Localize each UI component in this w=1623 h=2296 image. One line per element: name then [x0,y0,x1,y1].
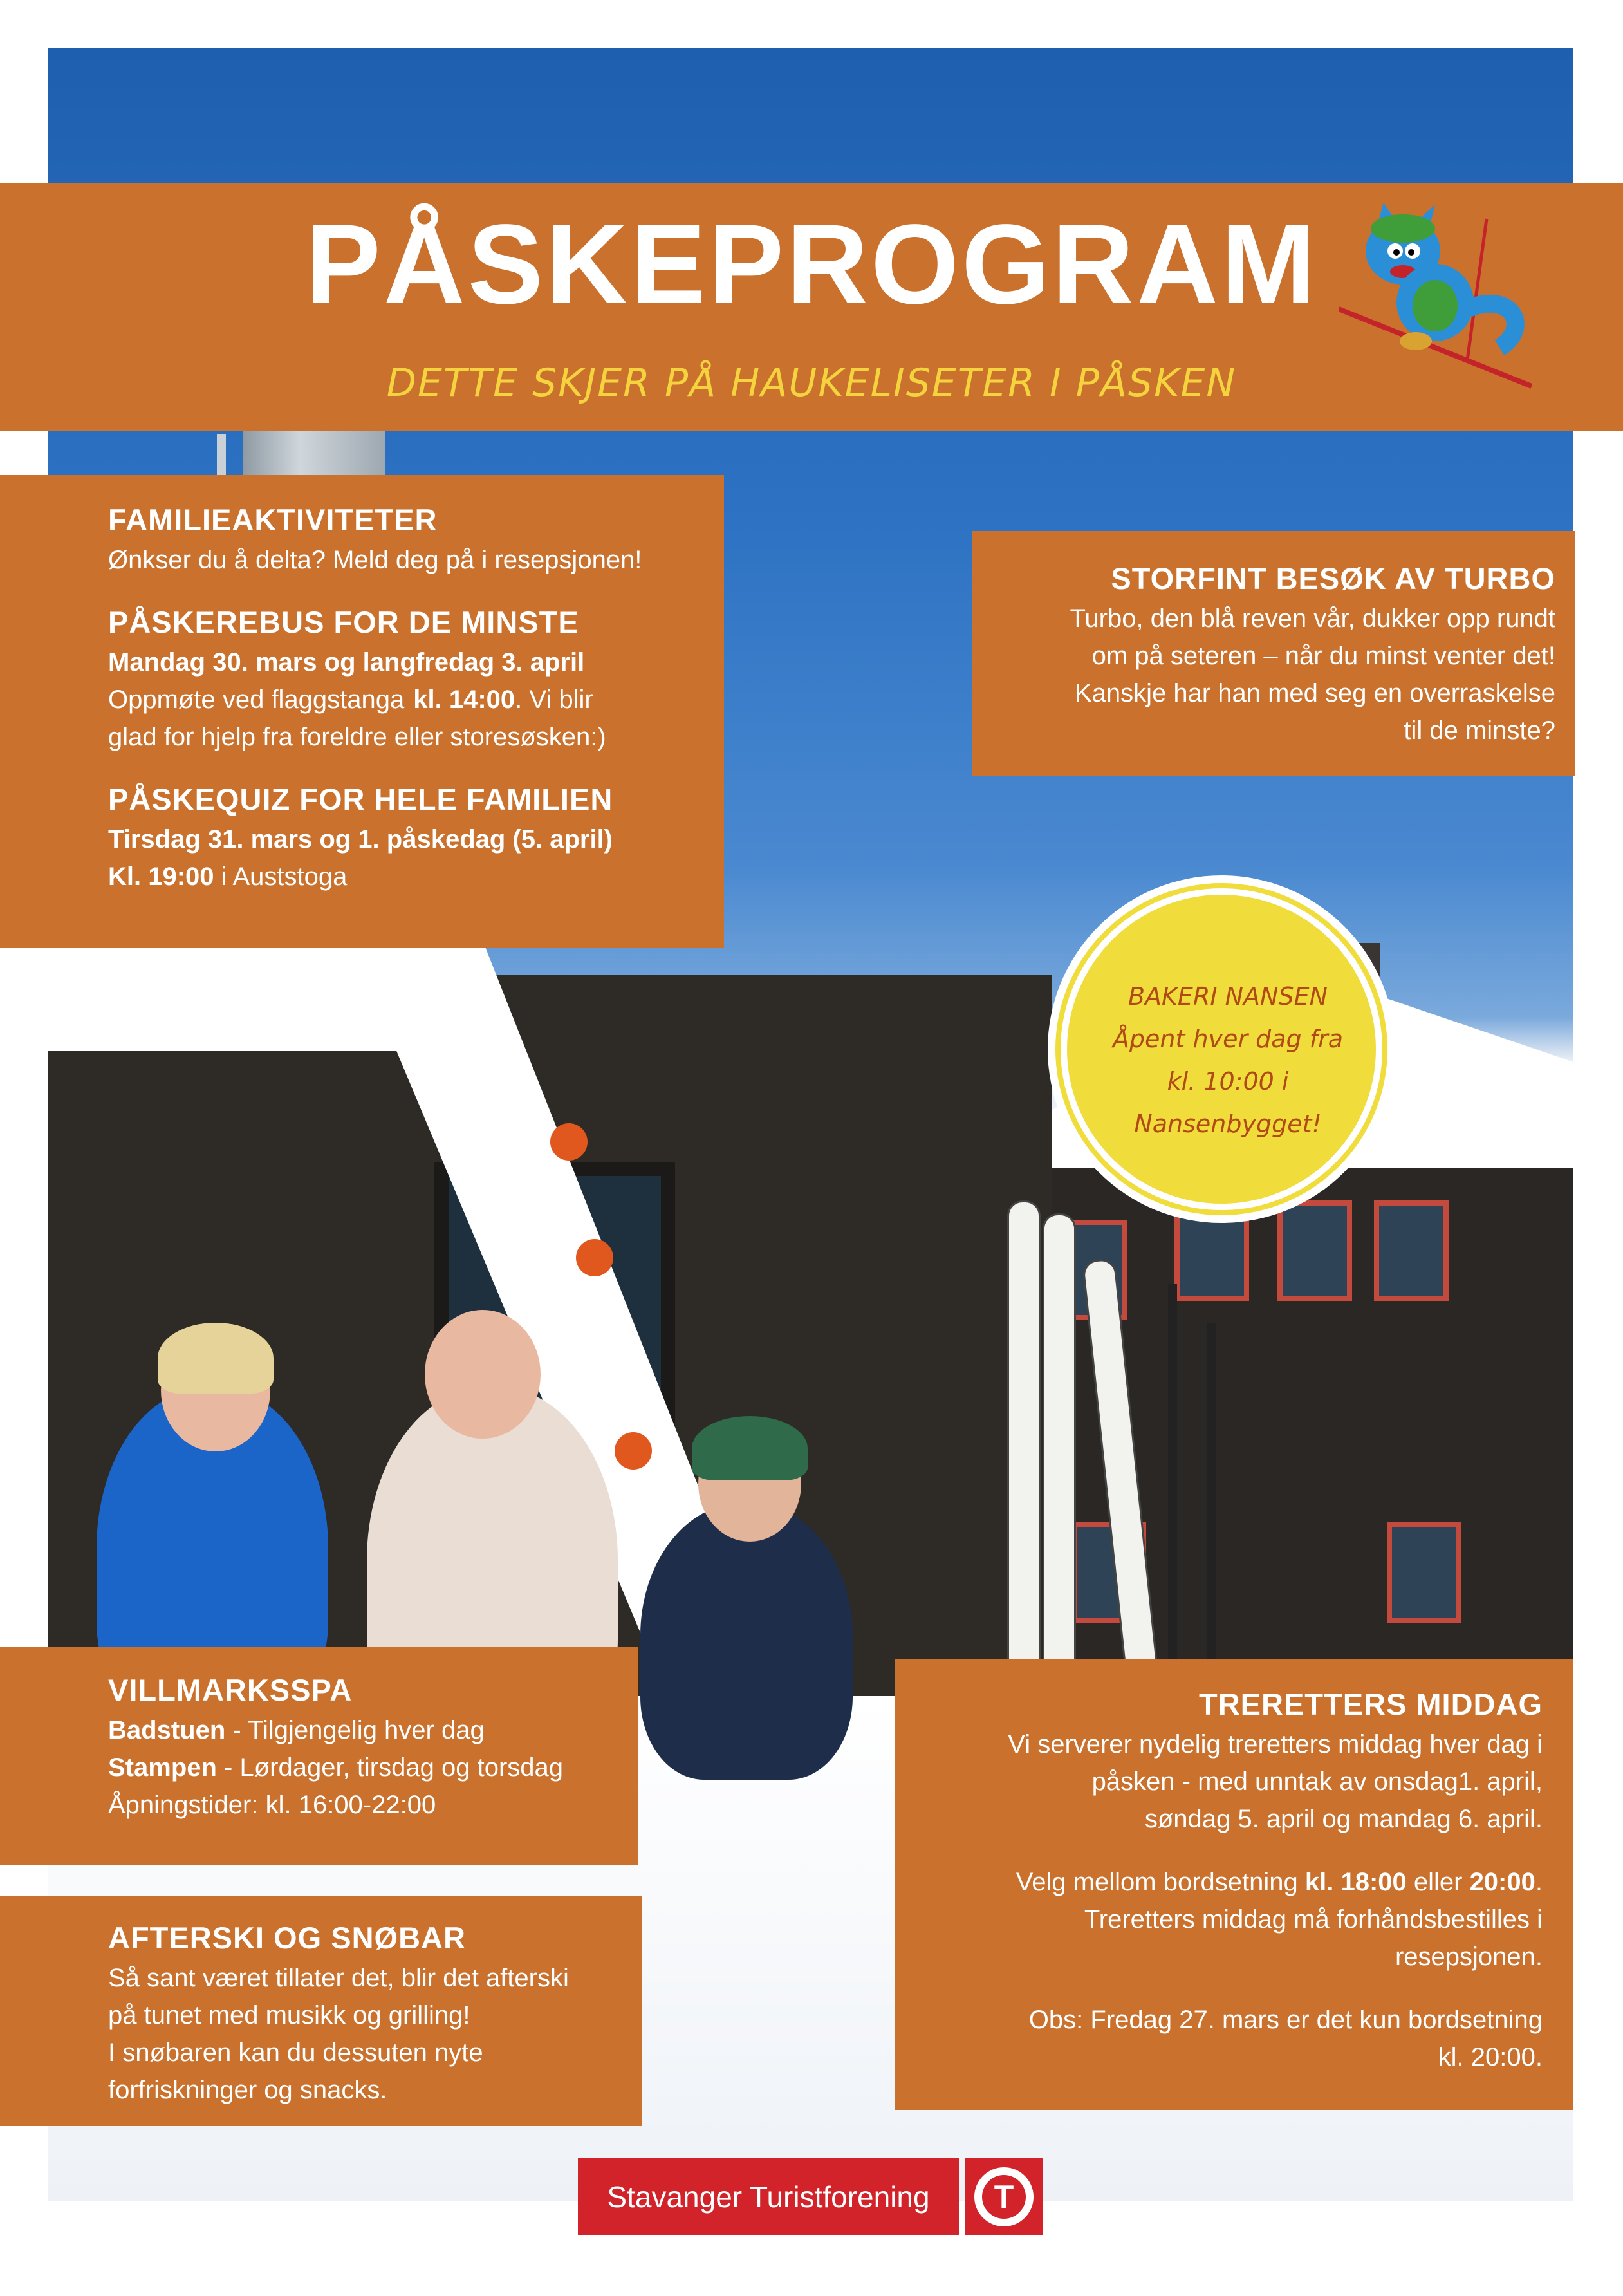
dinner-note: kl. 20:00. [1438,2043,1543,2071]
easter-rebus-heading: PÅSKEREBUS FOR DE MINSTE [108,605,579,639]
dnt-logo-icon [965,2158,1043,2235]
three-course-dinner-panel [895,1659,1573,2110]
seating-time-1: kl. 18:00 [1304,1868,1407,1896]
ski [1007,1200,1041,1668]
juggling-orange [550,1123,588,1161]
rebus-text-cont: . Vi blir [515,686,593,714]
afterski-heading: AFTERSKI OG SNØBAR [108,1921,466,1955]
dinner-heading: TRERETTERS MIDDAG [1199,1687,1543,1721]
turbo-fox-mascot-icon [1339,200,1544,393]
logo-ring [974,2167,1034,2226]
house-window [1277,1200,1352,1301]
seating-time-2: 20:00 [1469,1868,1535,1896]
ski [1043,1213,1076,1668]
family-activities-heading: FAMILIEAKTIVITETER [108,503,438,537]
dinner-seating-line [921,1863,1543,1901]
rebus-time: kl. 14:00 [413,686,515,714]
logo-letter: T [982,2175,1026,2219]
easter-quiz-heading: PÅSKEQUIZ FOR HELE FAMILIEN [108,782,613,816]
seating-text: . [1535,1868,1543,1896]
spa-sauna-line [108,1712,638,1749]
bakery-badge [1048,875,1395,1223]
sauna-label: Badstuen [108,1716,226,1744]
easter-rebus-text-2: glad for hjelp fra foreldre eller storesøsken:) [108,723,606,751]
bakery-line: Nansenbygget! [1134,1110,1322,1138]
bakery-name: BAKERI NANSEN [1127,982,1328,1011]
bakery-line: Åpent hver dag fra [1112,1025,1344,1053]
dinner-line: Treretters middag må forhåndsbestilles i [1084,1905,1543,1934]
sauna-text: - Tilgjengelig hver dag [225,1716,485,1744]
easter-quiz-dates: Tirsdag 31. mars og 1. påskedag (5. april) [108,825,613,854]
beanie [692,1416,808,1480]
ski-pole [1207,1323,1216,1683]
bakery-line: kl. 10:00 i [1167,1067,1289,1096]
dinner-line: Vi serverer nydelig treretters middag hver dag i [1008,1730,1543,1759]
organization-name: Stavanger Turistforening [578,2158,959,2235]
turbo-line: Turbo, den blå reven vår, dukker opp rundt [1070,604,1555,633]
afterski-line: Så sant været tillater det, blir det afterski [108,1964,569,1992]
juggling-orange [576,1239,613,1276]
tub-label: Stampen [108,1753,217,1782]
spa-tub-line [108,1749,638,1786]
wilderness-spa-panel [0,1647,638,1865]
turbo-line: til de minste? [1404,716,1555,745]
family-activities-panel [0,475,724,948]
easter-quiz-time-place [108,858,724,895]
turbo-line: om på seteren – når du minst venter det! [1091,642,1555,670]
juggling-orange [615,1432,652,1470]
page-title: PÅSKEPROGRAM [305,201,1318,328]
spa-heading: VILLMARKSSPA [108,1673,353,1707]
ski-pole [1168,1284,1177,1696]
afterski-panel [0,1896,642,2126]
quiz-time: Kl. 19:00 [108,863,214,891]
page-subtitle: DETTE SKJER PÅ HAUKELISETER I PÅSKEN [386,360,1237,406]
quiz-place: i Auststoga [214,863,348,891]
tub-text: - Lørdager, tirsdag og torsdag [216,1753,564,1782]
spa-hours: Åpningstider: kl. 16:00-22:00 [108,1791,436,1819]
turbo-visit-panel [972,531,1575,776]
beanie [158,1323,274,1394]
dinner-line: resepsjonen. [1395,1943,1543,1971]
bakery-badge-text [1106,975,1350,1145]
family-activities-intro: Ønkser du å delta? Meld deg på i resepsjonen! [108,546,642,574]
house-window [1387,1522,1461,1623]
afterski-line: I snøbaren kan du dessuten nyte [108,2039,483,2067]
rebus-meeting-point: Oppmøte ved flaggstanga [108,686,405,714]
dinner-line: påsken - med unntak av onsdag1. april, [1091,1768,1543,1796]
person-patterned-sweater [640,1503,853,1780]
seating-text: Velg mellom bordsetning [1016,1868,1305,1896]
person-head [425,1310,541,1439]
house-window [1374,1200,1449,1301]
seating-text: eller [1406,1868,1470,1896]
dinner-note: Obs: Fredag 27. mars er det kun bordsetning [1028,2006,1543,2034]
farmhouse [1001,1136,1573,1715]
turbo-heading: STORFINT BESØK AV TURBO [1111,561,1555,595]
easter-rebus-dates: Mandag 30. mars og langfredag 3. april [108,648,585,677]
easter-rebus-text [108,681,724,718]
turbo-line: Kanskje har han med seg en overraskelse [1074,679,1555,707]
afterski-line: på tunet med musikk og grilling! [108,2001,470,2030]
bakery-badge-inner [1061,888,1382,1210]
afterski-line: forfriskninger og snacks. [108,2076,387,2104]
dinner-line: søndag 5. april og mandag 6. april. [1144,1805,1543,1833]
